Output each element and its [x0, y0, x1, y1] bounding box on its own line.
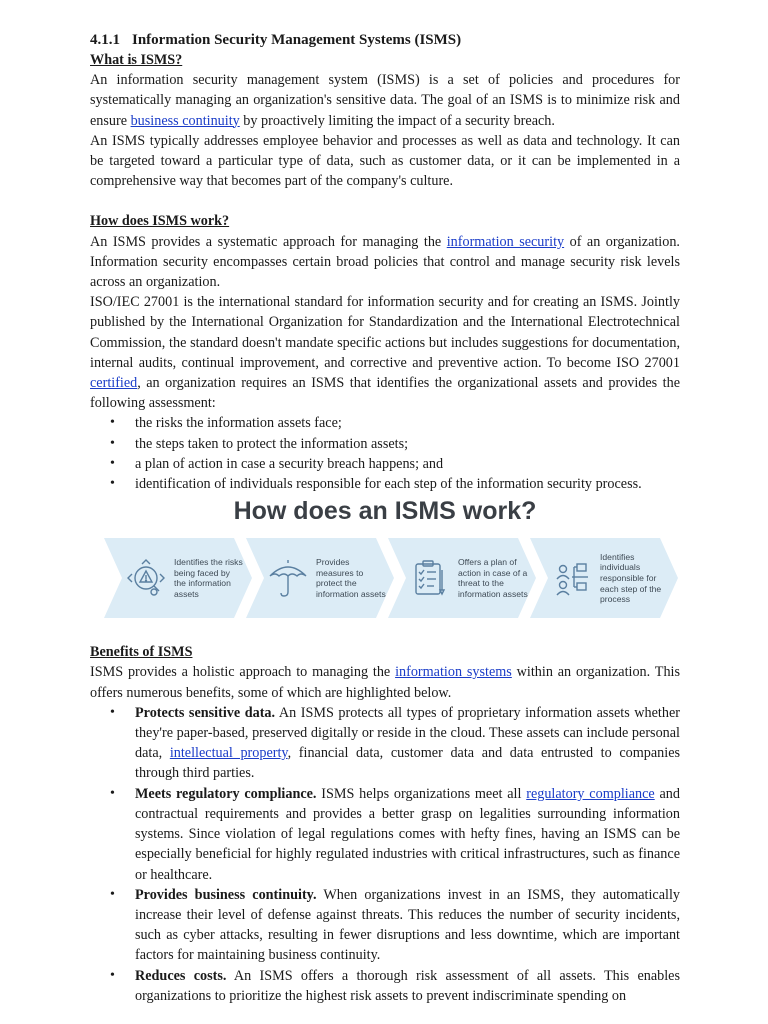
benefit-title: Protects sensitive data. — [135, 704, 276, 721]
link-information-security[interactable]: information security — [446, 233, 565, 250]
how-does-isms-work-heading: How does ISMS work? — [90, 213, 230, 230]
people-org-icon — [550, 556, 594, 600]
list-item: • a plan of action in case a security breach happens; and — [135, 454, 680, 474]
text-run: An ISMS offers a thorough risk assessment of all assets. This enables organizations to prioritize the highest risk assets to prevent indiscriminate spending on — [135, 967, 680, 1004]
link-certified[interactable]: certified — [90, 375, 138, 392]
section-title: Information Security Management Systems (ISMS) — [132, 32, 462, 48]
umbrella-icon — [266, 556, 310, 600]
benefit-item — [135, 885, 680, 966]
benefit-item — [135, 784, 680, 885]
link-business-continuity[interactable]: business continuity — [130, 112, 240, 129]
what-paragraph-1 — [90, 70, 680, 131]
text-run: of an organization. Information security encompasses certain broad policies that control and manage security risk levels across an organization. — [90, 233, 680, 291]
benefit-title: Reduces costs. — [135, 967, 227, 984]
list-item: • the risks the information assets face; — [135, 413, 680, 433]
isms-infographic — [90, 496, 680, 636]
benefit-item — [135, 703, 680, 784]
section-number: 4.1.1 — [90, 32, 120, 48]
infographic-title: How does an ISMS work? — [233, 497, 537, 526]
text-run: and contractual requirements and provides a better grasp on legalities surrounding information systems. Since violation of legal regulations comes with hefty fines, having an ISMS can be especially beneficial for highly regulated industries with critical infrastructures, such as finance or healthcare. — [135, 785, 680, 883]
how-paragraph-2 — [90, 292, 680, 413]
text-run: An ISMS provides a systematic approach for managing the — [90, 233, 447, 250]
infographic-step-3 — [388, 538, 536, 618]
step-text: Provides measures to protect the information assets — [316, 557, 386, 599]
what-is-isms-heading: What is ISMS? — [90, 52, 183, 68]
step-text: Identifies the risks being faced by the information assets — [174, 557, 243, 599]
text-run: ISMS provides a holistic approach to managing the — [90, 664, 396, 681]
text-run: An information security management system (ISMS) is a set of policies and procedures for systematically managing an organization's sensitive data. The goal of an ISMS is to minimize risk and ensure — [90, 72, 680, 129]
text-run: When organizations invest in an ISMS, they automatically increase their level of defense against threats. This reduces the number of security incidents, such as cyber attacks, resulting in fewer disruptions and less downtime, which are important factors for maintaining business continuity. — [135, 886, 680, 964]
link-intellectual-property[interactable]: intellectual property — [169, 745, 288, 762]
text-run: , financial data, customer data and data entrusted to companies through third parties. — [135, 745, 681, 782]
benefit-title: Meets regulatory compliance. — [135, 785, 317, 802]
section-heading — [90, 30, 680, 50]
spacer — [90, 191, 680, 211]
list-item: • the steps taken to protect the information assets; — [135, 434, 680, 454]
text-run: ISMS helps organizations meet all — [316, 785, 527, 802]
text-run: within an organization. This offers numerous benefits, some of which are highlighted below. — [90, 664, 680, 701]
text-run: ISO/IEC 27001 is the international standard for information security and for creating an ISMS. Jointly published by the International Organization for Standardization and the International Electrotechnical Commission, the standard doesn't mandate specific actions but includes suggestions for documentation, internal audits, continual improvement, and corrective and preventive action. To become ISO 27001 — [90, 294, 680, 371]
text-run: An ISMS protects all types of proprietary information assets whether they're paper-based, preserved digitally or reside in the cloud. These assets can include personal data, — [135, 704, 680, 762]
how-paragraph-1 — [90, 232, 680, 293]
infographic-steps — [104, 538, 684, 618]
infographic-step-2 — [246, 538, 394, 618]
benefits-intro — [90, 662, 680, 702]
benefits-heading: Benefits of ISMS — [90, 644, 193, 661]
what-paragraph-2: An ISMS typically addresses employee behavior and processes as well as data and technology. It can be targeted toward a particular type of data, such as customer data, or it can be implemented in a comprehensive way that becomes part of the company's culture. — [90, 132, 680, 190]
document-content — [90, 30, 680, 1006]
benefit-title: Provides business continuity. — [135, 886, 317, 903]
infographic-step-4 — [530, 538, 678, 618]
text-run: by proactively limiting the impact of a security breach. — [239, 112, 555, 129]
benefit-item — [135, 966, 680, 1006]
risk-warning-icon — [124, 556, 168, 600]
text-run: , an organization requires an ISMS that identifies the organizational assets and provides the following assessment: — [90, 375, 680, 412]
checklist-clipboard-icon — [408, 556, 452, 600]
link-regulatory-compliance[interactable]: regulatory compliance — [526, 785, 655, 802]
infographic-step-1 — [104, 538, 252, 618]
assessment-list — [90, 413, 680, 494]
list-item: • identification of individuals responsible for each step of the information security process. — [135, 474, 680, 494]
step-text: Offers a plan of action in case of a threat to the information assets — [458, 557, 528, 599]
benefits-list — [90, 703, 680, 1006]
step-text: Identifies individuals responsible for each step of the process — [600, 551, 662, 605]
link-information-systems[interactable]: information systems — [395, 664, 512, 681]
